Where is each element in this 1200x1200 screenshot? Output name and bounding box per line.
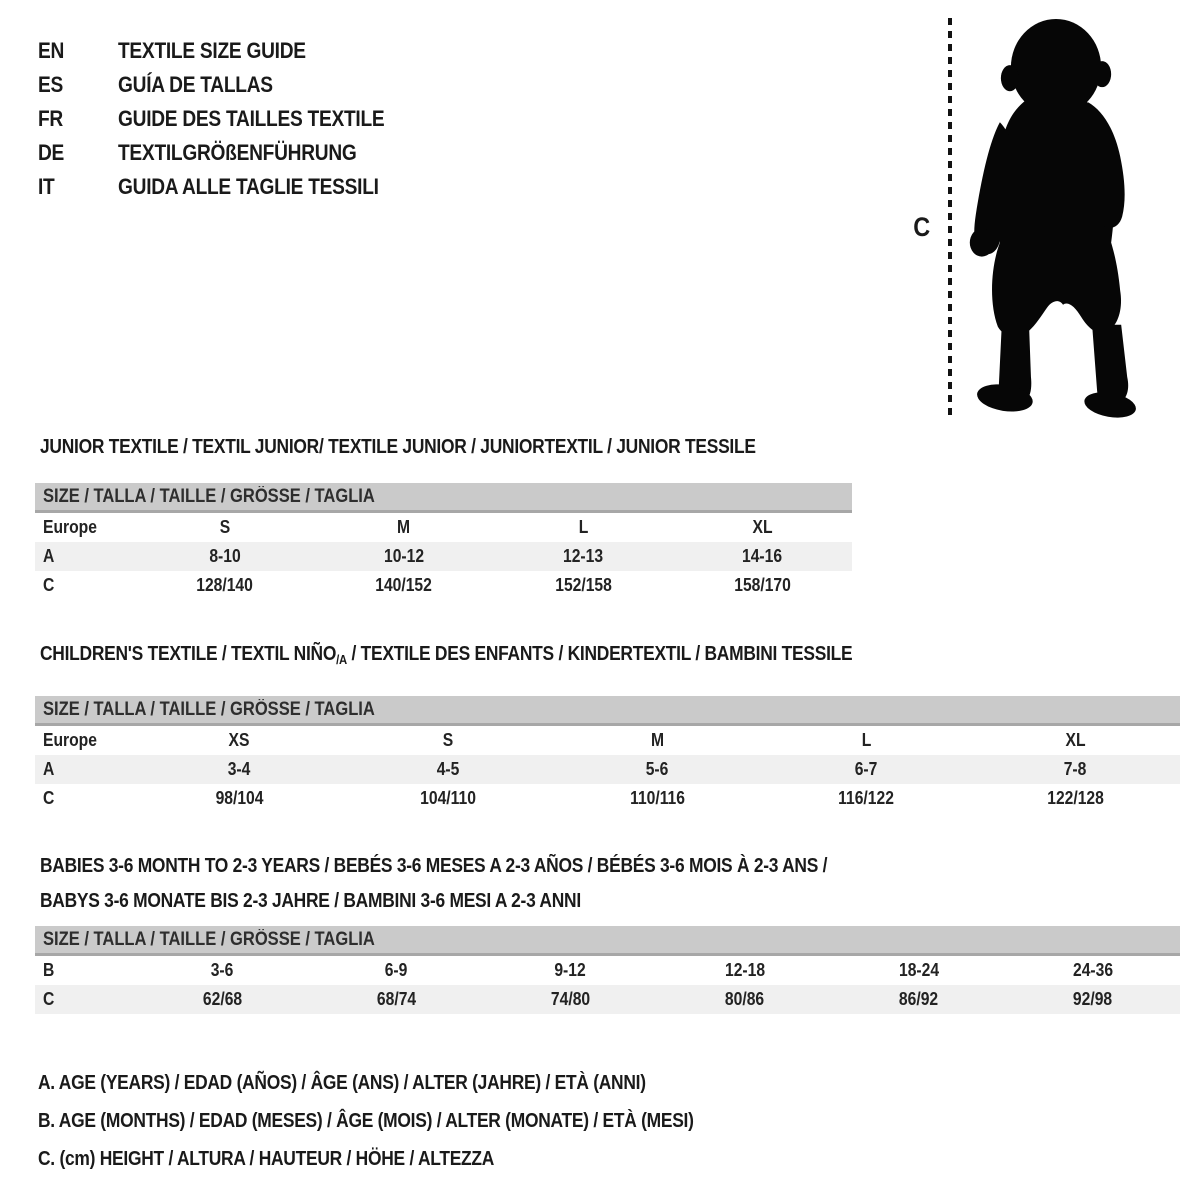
height-dashed-line [948, 18, 952, 416]
table-cell: L [861, 730, 872, 750]
table-row-height [35, 571, 852, 600]
table-row-height [35, 784, 1180, 813]
language-code: IT [38, 174, 55, 199]
language-title-list [38, 34, 424, 204]
table-cell: XS [229, 730, 250, 750]
table-cell: 128/140 [196, 575, 253, 595]
legend-line-a: A. AGE (YEARS) / EDAD (AÑOS) / ÂGE (ANS) / ALTER (JAHRE) / ETÀ (ANNI) [38, 1072, 646, 1094]
section-title: CHILDREN'S TEXTILE / TEXTIL $NIÑO_{/A}$ / TEXTILE DES ENFANTS / KINDERTEXTIL / BAMBINI TESSILE [40, 643, 853, 667]
legend-line-c: C. (cm) HEIGHT / ALTURA / HAUTEUR / HÖHE / ALTEZZA [38, 1148, 495, 1170]
row-label: C [43, 575, 55, 595]
row-label: B [43, 960, 55, 980]
section-junior-textile [35, 436, 852, 600]
table-cell: 12-13 [563, 546, 604, 566]
table-cell: 24-36 [1072, 960, 1113, 980]
table-cell: 80/86 [725, 989, 765, 1009]
table-cell: S [443, 730, 454, 750]
table-cell: 74/80 [550, 989, 591, 1009]
table-cell: 62/68 [202, 989, 242, 1009]
table-row-europe [35, 513, 852, 542]
size-header-band: SIZE / TALLA / TAILLE / GRÖSSE / TAGLIA [35, 696, 1180, 726]
language-code: EN [38, 38, 65, 63]
table-cell: 86/92 [899, 989, 939, 1009]
table-cell: XL [1065, 730, 1086, 750]
table-cell: XL [752, 517, 773, 537]
language-title: GUIDA ALLE TAGLIE TESSILI [118, 174, 379, 199]
nino-a-subscript: /A [336, 652, 347, 667]
table-cell: 4-5 [437, 759, 460, 779]
table-row-europe [35, 726, 1180, 755]
table-cell: 152/158 [554, 575, 612, 595]
table-cell: 5-6 [646, 759, 669, 779]
section-title: JUNIOR TEXTILE / TEXTIL JUNIOR/ TEXTILE JUNIOR / JUNIORTEXTIL / JUNIOR TESSILE [40, 436, 756, 458]
table-cell: 92/98 [1073, 989, 1113, 1009]
language-row-es [38, 68, 424, 102]
table-cell: 6-7 [855, 759, 878, 779]
row-label: Europe [43, 730, 97, 750]
language-title: GUÍA DE TALLAS [118, 72, 273, 97]
table-cell: M [397, 517, 411, 537]
language-code: ES [38, 72, 64, 97]
language-row-en [38, 34, 424, 68]
language-row-fr [38, 102, 424, 136]
table-cell: 140/152 [375, 575, 433, 595]
table-cell: 3-6 [210, 960, 234, 980]
size-header-band: SIZE / TALLA / TAILLE / GRÖSSE / TAGLIA [35, 926, 1180, 956]
table-cell: L [578, 517, 588, 537]
measurement-legend [38, 1064, 792, 1178]
table-cell: 14-16 [742, 546, 783, 566]
size-header-band: SIZE / TALLA / TAILLE / GRÖSSE / TAGLIA [35, 483, 852, 513]
table-cell: S [219, 517, 230, 537]
table-cell: 8-10 [208, 546, 241, 566]
table-cell: 6-9 [384, 960, 408, 980]
table-row-age [35, 542, 852, 571]
language-title: TEXTILGRÖßENFÜHRUNG [118, 140, 357, 165]
language-row-it [38, 170, 424, 204]
table-cell: 18-24 [898, 960, 939, 980]
section-children-textile [35, 643, 1180, 813]
table-cell: 98/104 [215, 788, 264, 808]
table-cell: 7-8 [1064, 759, 1087, 779]
row-label: Europe [43, 517, 97, 537]
table-cell: 158/170 [734, 575, 791, 595]
table-cell: 3-4 [228, 759, 251, 779]
table-row-months [35, 956, 1180, 985]
language-row-de [38, 136, 424, 170]
row-label: C [43, 788, 55, 808]
row-label: C [43, 989, 55, 1009]
language-code: DE [38, 140, 65, 165]
table-cell: 122/128 [1047, 788, 1104, 808]
row-label: A [43, 546, 55, 566]
table-cell: 116/122 [838, 788, 895, 808]
language-title: GUIDE DES TAILLES TEXTILE [118, 106, 385, 131]
toddler-silhouette [963, 14, 1140, 420]
section-title: BABIES 3-6 MONTH TO 2-3 YEARS / BEBÉS 3-6 MESES A 2-3 AÑOS / BÉBÉS 3-6 MOIS À 2-3 ANS / BABYS 3-6 MONATE BIS 2-3 JAHRE / BAMBINI 3-6 MESI A 2-3 ANNI [40, 855, 828, 912]
table-cell: 9-12 [554, 960, 587, 980]
row-label: A [43, 759, 55, 779]
table-cell: 110/116 [630, 788, 685, 808]
legend-line-b: B. AGE (MONTHS) / EDAD (MESES) / ÂGE (MOIS) / ALTER (MONATE) / ETÀ (MESI) [38, 1110, 694, 1132]
table-cell: 104/110 [420, 788, 477, 808]
language-title: TEXTILE SIZE GUIDE [118, 38, 306, 63]
table-cell: 68/74 [376, 989, 416, 1009]
table-row-height [35, 985, 1180, 1014]
table-row-age [35, 755, 1180, 784]
language-code: FR [38, 106, 63, 131]
table-cell: 12-18 [724, 960, 765, 980]
table-cell: M [650, 730, 665, 750]
section-babies-textile [35, 849, 1180, 1014]
table-cell: 10-12 [383, 546, 424, 566]
height-measure-label: C [913, 212, 931, 242]
